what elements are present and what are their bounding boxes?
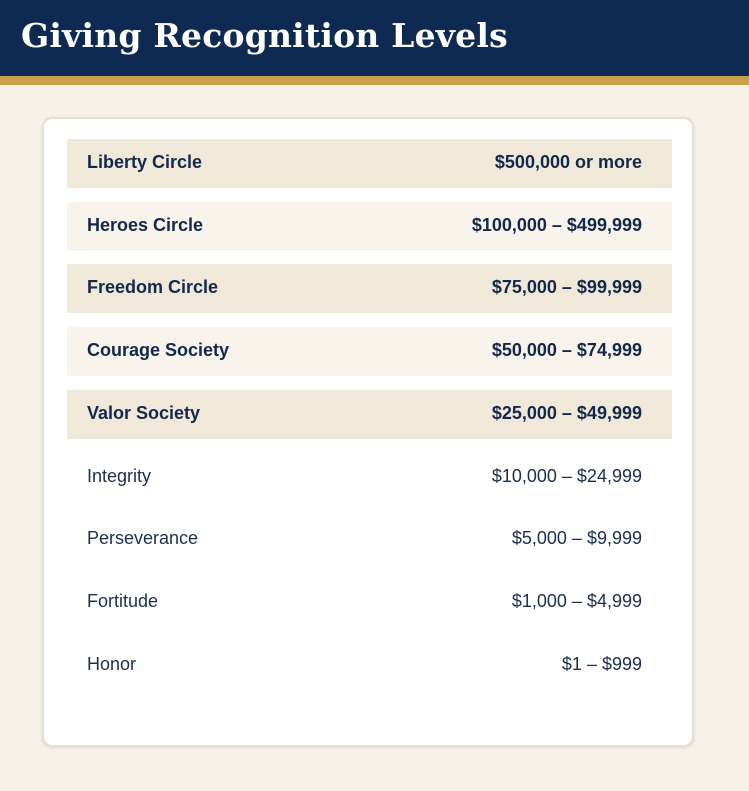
page-header [0,0,749,76]
level-amount: $25,000 – $49,999 [491,403,642,423]
level-name: Liberty Circle [87,152,203,172]
level-name: Honor [87,654,137,674]
level-name: Courage Society [87,340,230,360]
level-amount: $1 – $999 [561,654,642,674]
level-amount: $100,000 – $499,999 [471,215,642,235]
level-name: Valor Society [87,403,201,423]
level-row-liberty-circle [67,139,672,188]
level-amount: $500,000 or more [494,152,642,172]
level-row-fortitude [67,578,672,627]
level-row-integrity [67,453,672,502]
level-row-valor-society [67,390,672,439]
level-row-perseverance [67,515,672,564]
header-accent-rule [0,76,749,85]
level-amount: $10,000 – $24,999 [491,466,642,486]
level-row-courage-society [67,327,672,376]
level-amount: $5,000 – $9,999 [511,528,642,548]
level-name: Heroes Circle [87,215,204,235]
level-name: Freedom Circle [87,277,219,297]
level-amount: $1,000 – $4,999 [511,591,642,611]
level-row-heroes-circle [67,202,672,251]
level-name: Perseverance [87,528,199,548]
level-amount: $75,000 – $99,999 [491,277,642,297]
level-name: Integrity [87,466,152,486]
level-row-freedom-circle [67,264,672,313]
page-title: Giving Recognition Levels [21,16,508,55]
level-row-honor [67,641,672,690]
level-name: Fortitude [87,591,159,611]
level-amount: $50,000 – $74,999 [491,340,642,360]
